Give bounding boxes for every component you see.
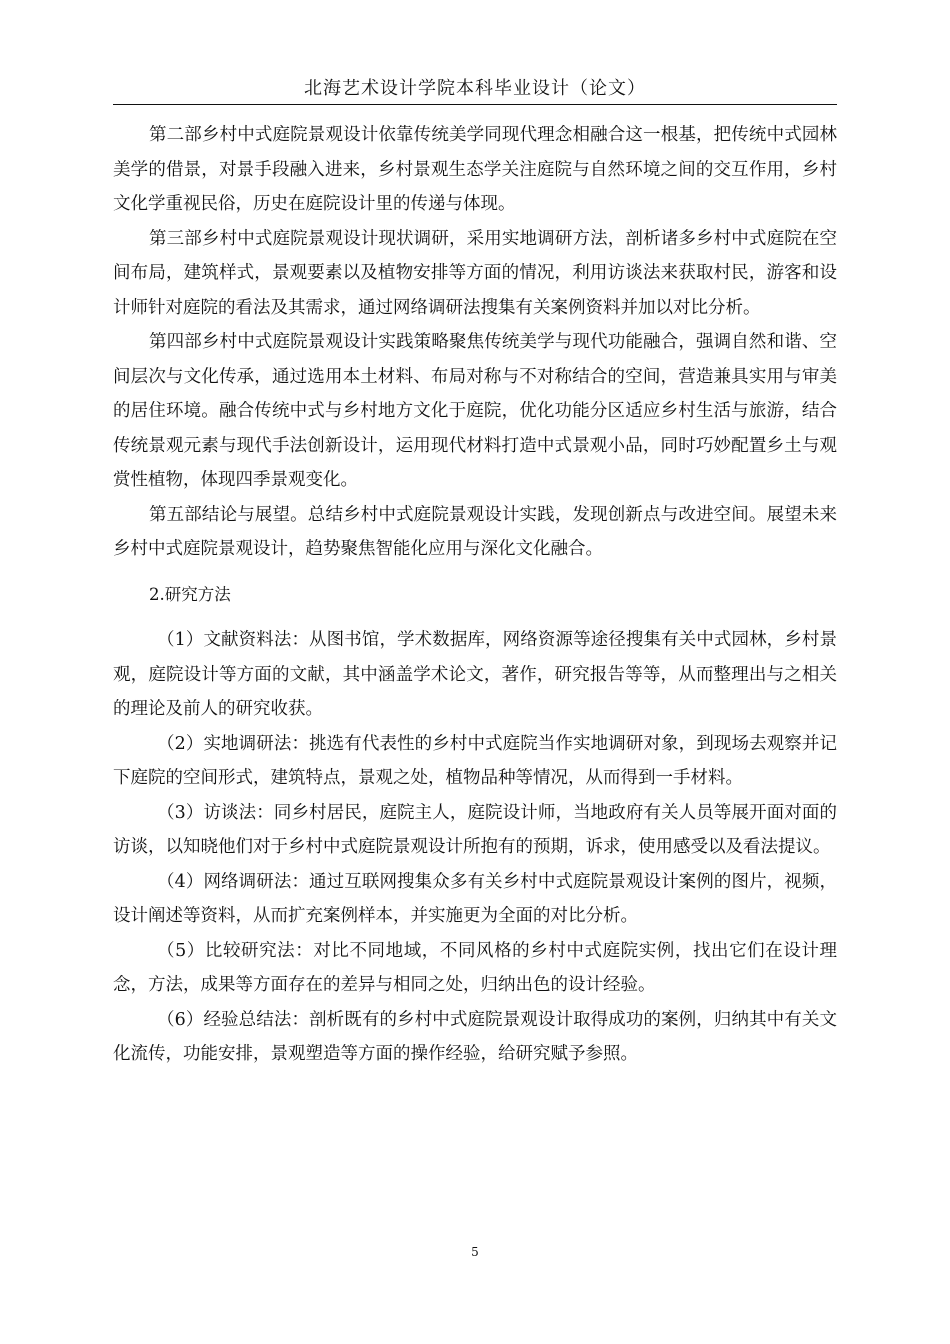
page-header-title: 北海艺术设计学院本科毕业设计（论文） [304,78,646,99]
method-paragraph: （2）实地调研法：挑选有代表性的乡村中式庭院当作实地调研对象，到现场去观察并记下庭院的空间形式，建筑特点，景观之处，植物品种等情况，从而得到一手材料。 [113,733,837,788]
document-body [113,118,837,1072]
method-paragraph: （6）经验总结法：剖析既有的乡村中式庭院景观设计取得成功的案例，归纳其中有关文化流传，功能安排，景观塑造等方面的操作经验，给研究赋予参照。 [113,1009,837,1064]
method-paragraph: （5）比较研究法：对比不同地域，不同风格的乡村中式庭院实例，找出它们在设计理念，方法，成果等方面存在的差异与相同之处，归纳出色的设计经验。 [113,940,837,995]
page-number: 5 [471,1245,479,1259]
method-paragraph: （4）网络调研法：通过互联网搜集众多有关乡村中式庭院景观设计案例的图片，视频，设计阐述等资料，从而扩充案例样本，并实施更为全面的对比分析。 [113,871,837,926]
body-paragraph: 第二部乡村中式庭院景观设计依靠传统美学同现代理念相融合这一根基，把传统中式园林美学的借景，对景手段融入进来，乡村景观生态学关注庭院与自然环境之间的交互作用，乡村文化学重视民俗，历史在庭院设计里的传递与体现。 [113,125,837,214]
method-paragraph: （3）访谈法：同乡村居民，庭院主人，庭院设计师，当地政府有关人员等展开面对面的访谈，以知晓他们对于乡村中式庭院景观设计所抱有的预期，诉求，使用感受以及看法提议。 [113,802,837,857]
section-heading: 2.研究方法 [149,584,231,604]
body-paragraph: 第四部乡村中式庭院景观设计实践策略聚焦传统美学与现代功能融合，强调自然和谐、空间层次与文化传承，通过选用本土材料、布局对称与不对称结合的空间，营造兼具实用与审美的居住环境。融合传统中式与乡村地方文化于庭院，优化功能分区适应乡村生活与旅游，结合传统景观元素与现代手法创新设计，运用现代材料打造中式景观小品，同时巧妙配置乡土与观赏性植物，体现四季景观变化。 [113,332,837,490]
method-paragraph: （1）文献资料法：从图书馆，学术数据库，网络资源等途径搜集有关中式园林，乡村景观，庭院设计等方面的文献，其中涵盖学术论文，著作，研究报告等等，从而整理出与之相关的理论及前人的研究收获。 [113,630,837,719]
header-divider [113,104,837,105]
body-paragraph: 第五部结论与展望。总结乡村中式庭院景观设计实践，发现创新点与改进空间。展望未来乡村中式庭院景观设计，趋势聚焦智能化应用与深化文化融合。 [113,504,837,559]
body-paragraph: 第三部乡村中式庭院景观设计现状调研，采用实地调研方法，剖析诸多乡村中式庭院在空间布局，建筑样式，景观要素以及植物安排等方面的情况，利用访谈法来获取村民，游客和设计师针对庭院的看法及其需求，通过网络调研法搜集有关案例资料并加以对比分析。 [113,228,837,318]
